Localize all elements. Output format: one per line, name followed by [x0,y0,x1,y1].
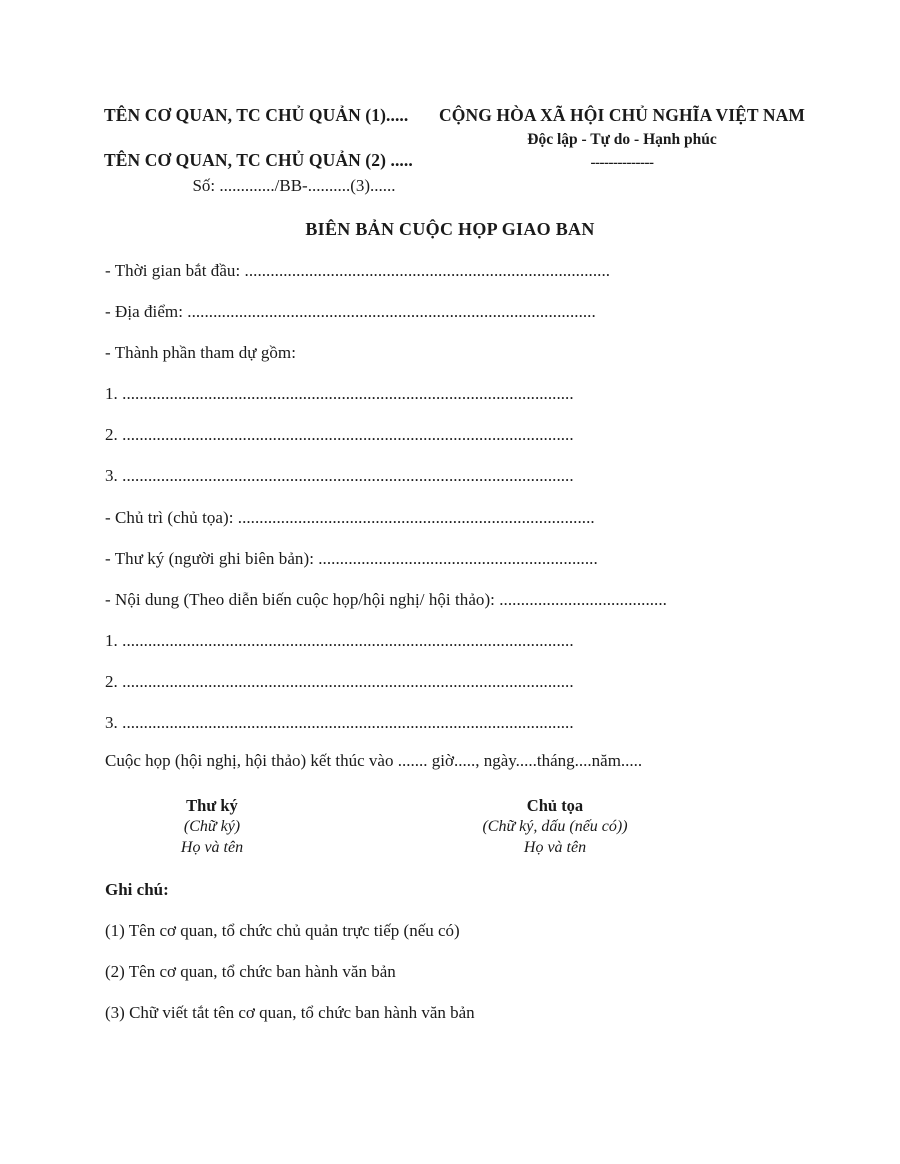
closing-statement: Cuộc họp (hội nghị, hội thảo) kết thúc vào ....... giờ....., ngày.....tháng....năm..... [105,751,643,770]
field-chairperson: - Chủ trì (chủ tọa): ................................................................................... [105,508,595,527]
secretary-role: Thư ký [186,796,238,815]
page-title: BIÊN BẢN CUỘC HỌP GIAO BAN [305,219,595,239]
note-item-1: (1) Tên cơ quan, tổ chức chủ quản trực tiếp (nếu có) [105,921,460,940]
secretary-signature-hint: (Chữ ký) [183,818,241,835]
field-start-time: - Thời gian bắt đầu: ..................................................................................... [105,261,611,280]
motto-separator: -------------- [590,155,654,171]
chair-signature-hint: (Chữ ký, dấu (nếu có)) [482,818,628,835]
note-item-2: (2) Tên cơ quan, tổ chức ban hành văn bản [105,962,396,981]
secretary-fullname-hint: Họ và tên [180,839,244,856]
national-title: CỘNG HÒA XÃ HỘI CHỦ NGHĨA VIỆT NAM [439,105,805,125]
parent-agency-line-1: TÊN CƠ QUAN, TC CHỦ QUẢN (1)..... [104,105,409,125]
note-item-3: (3) Chữ viết tắt tên cơ quan, tổ chức ban hành văn bản [105,1003,475,1022]
national-motto: Độc lập - Tự do - Hạnh phúc [527,131,717,148]
document-number: Số: ............./BB-..........(3)...... [192,176,396,195]
field-secretary: - Thư ký (người ghi biên bản): ................................................................. [105,549,598,568]
field-attendees-label: - Thành phần tham dự gồm: [105,343,296,362]
attendee-line-3: 3. ......................................................................................................... [105,466,574,485]
chair-role: Chủ tọa [526,796,584,815]
field-location: - Địa điểm: ............................................................................................... [105,302,596,321]
chair-fullname-hint: Họ và tên [523,839,587,856]
field-content-label: - Nội dung (Theo diễn biến cuộc họp/hội nghị/ hội thảo): ....................................... [105,590,667,609]
notes-heading: Ghi chú: [105,880,169,899]
content-line-1: 1. ......................................................................................................... [105,631,574,650]
signature-block-secretary [97,795,327,858]
attendee-line-2: 2. ......................................................................................................... [105,425,574,444]
document-header [0,105,900,205]
content-line-3: 3. ......................................................................................................... [105,713,574,732]
parent-agency-line-2: TÊN CƠ QUAN, TC CHỦ QUẢN (2) ..... [104,150,413,170]
signature-block-chair [440,795,670,858]
content-line-2: 2. ......................................................................................................... [105,672,574,691]
attendee-line-1: 1. ......................................................................................................... [105,384,574,403]
